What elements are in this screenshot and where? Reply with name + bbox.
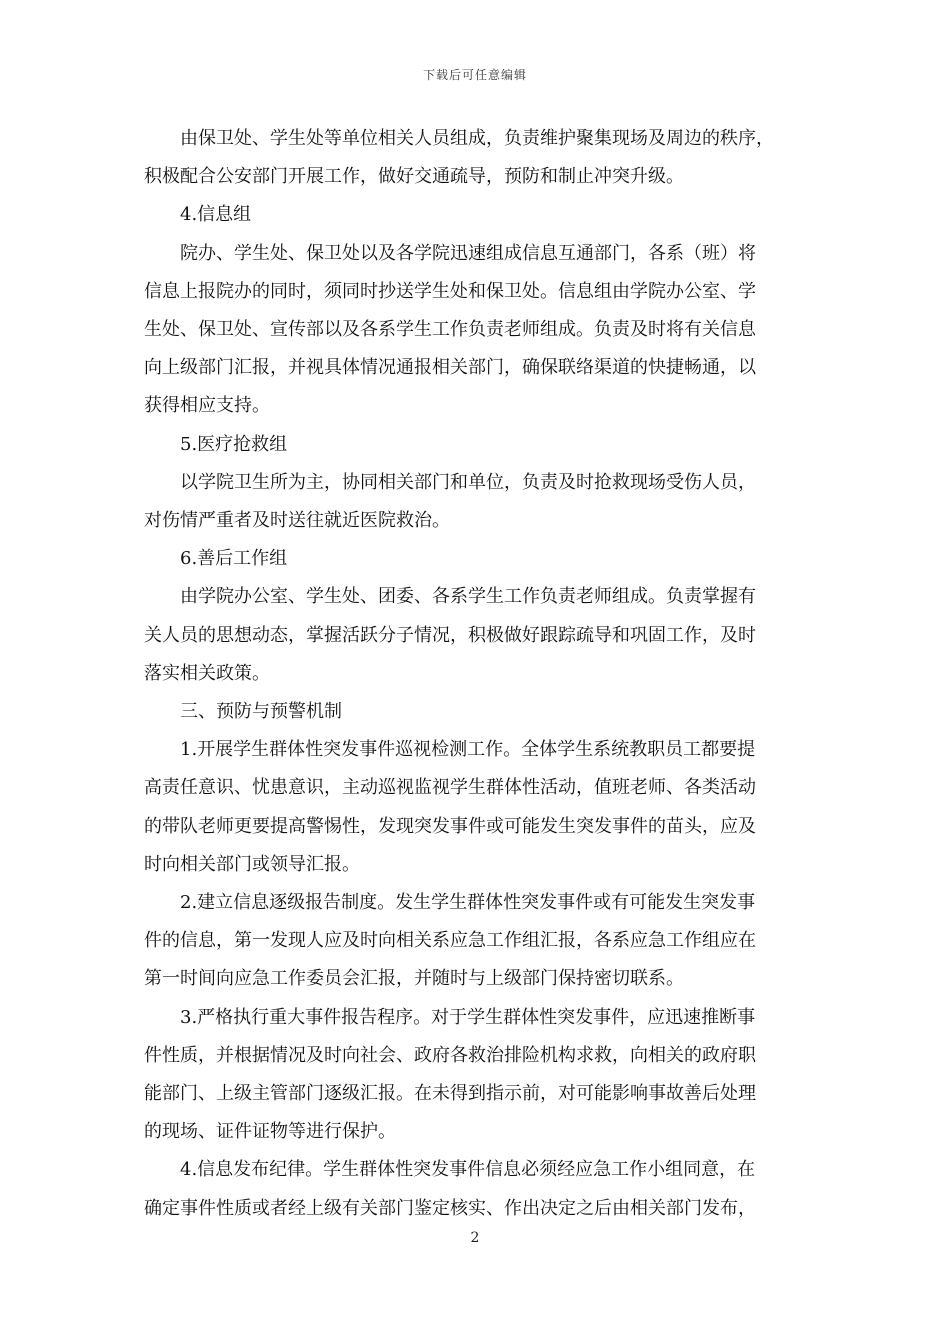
text-line: 落实相关政策。	[144, 662, 270, 684]
text-line: 4.信息发布纪律。学生群体性突发事件信息必须经应急工作小组同意，在	[180, 1159, 756, 1181]
text-line: 1.开展学生群体性突发事件巡视检测工作。全体学生系统教职员工都要提	[180, 739, 756, 761]
section-heading	[144, 693, 810, 731]
text-line: 确定事件性质或者经上级有关部门鉴定核实、作出决定之后由相关部门发布，	[144, 1197, 756, 1219]
text-line: 的现场、证件证物等进行保护。	[144, 1121, 396, 1143]
document-body	[144, 120, 810, 1228]
text-line: 能部门、上级主管部门逐级汇报。在未得到指示前，对可能影响事故善后处理	[144, 1083, 756, 1105]
text-line: 第一时间向应急工作委员会汇报，并随时与上级部门保持密切联系。	[144, 968, 684, 990]
text-line: 获得相应支持。	[144, 395, 270, 417]
text-line: 信息上报院办的同时，须同时抄送学生处和保卫处。信息组由学院办公室、学	[144, 280, 756, 302]
text-line: 3.严格执行重大事件报告程序。对于学生群体性突发事件，应迅速推断事	[180, 1006, 756, 1028]
text-line: 件性质，并根据情况及时向社会、政府各救治排险机构求救，向相关的政府职	[144, 1044, 756, 1066]
text-line: 由保卫处、学生处等单位相关人员组成，负责维护聚集现场及周边的秩序，	[180, 128, 774, 149]
text-line: 以学院卫生所为主，协同相关部门和单位，负责及时抢救现场受伤人员，	[180, 471, 756, 493]
text-line: 高责任意识、忧患意识，主动巡视监视学生群体性活动，值班老师、各类活动	[144, 777, 756, 799]
paragraph	[144, 120, 810, 196]
text-line: 时向相关部门或领导汇报。	[144, 853, 360, 875]
text-line: 5.医疗抢救组	[180, 433, 288, 455]
text-line: 向上级部门汇报，并视具体情况通报相关部门，确保联络渠道的快捷畅通，以	[144, 357, 756, 379]
paragraph	[144, 1151, 810, 1227]
paragraph	[144, 884, 810, 999]
section-heading	[144, 196, 810, 234]
text-line: 2.建立信息逐级报告制度。发生学生群体性突发事件或有可能发生突发事	[180, 892, 756, 914]
section-heading	[144, 540, 810, 578]
paragraph	[144, 999, 810, 1152]
text-line: 的带队老师更要提高警惕性，发现突发事件或可能发生突发事件的苗头，应及	[144, 815, 756, 837]
text-line: 院办、学生处、保卫处以及各学院迅速组成信息互通部门，各系（班）将	[180, 242, 756, 264]
text-line: 6.善后工作组	[180, 548, 288, 570]
text-line: 件的信息，第一发现人应及时向相关系应急工作组汇报，各系应急工作组应在	[144, 930, 756, 952]
paragraph	[144, 235, 810, 426]
text-line: 生处、保卫处、宣传部以及各系学生工作负责老师组成。负责及时将有关信息	[144, 319, 756, 341]
text-line: 由学院办公室、学生处、团委、各系学生工作负责老师组成。负责掌握有	[180, 586, 756, 608]
page-number: 2	[470, 1230, 480, 1246]
text-line: 4.信息组	[180, 204, 252, 226]
text-line: 积极配合公安部门开展工作，做好交通疏导，预防和制止冲突升级。	[144, 166, 684, 188]
text-line: 对伤情严重者及时送往就近医院救治。	[144, 510, 450, 532]
text-line: 关人员的思想动态，掌握活跃分子情况，积极做好跟踪疏导和巩固工作，及时	[144, 624, 756, 646]
page-header: 下载后可任意编辑	[422, 68, 527, 82]
paragraph	[144, 464, 810, 540]
paragraph	[144, 731, 810, 884]
paragraph	[144, 578, 810, 693]
text-line: 三、预防与预警机制	[180, 701, 342, 723]
section-heading	[144, 426, 810, 464]
